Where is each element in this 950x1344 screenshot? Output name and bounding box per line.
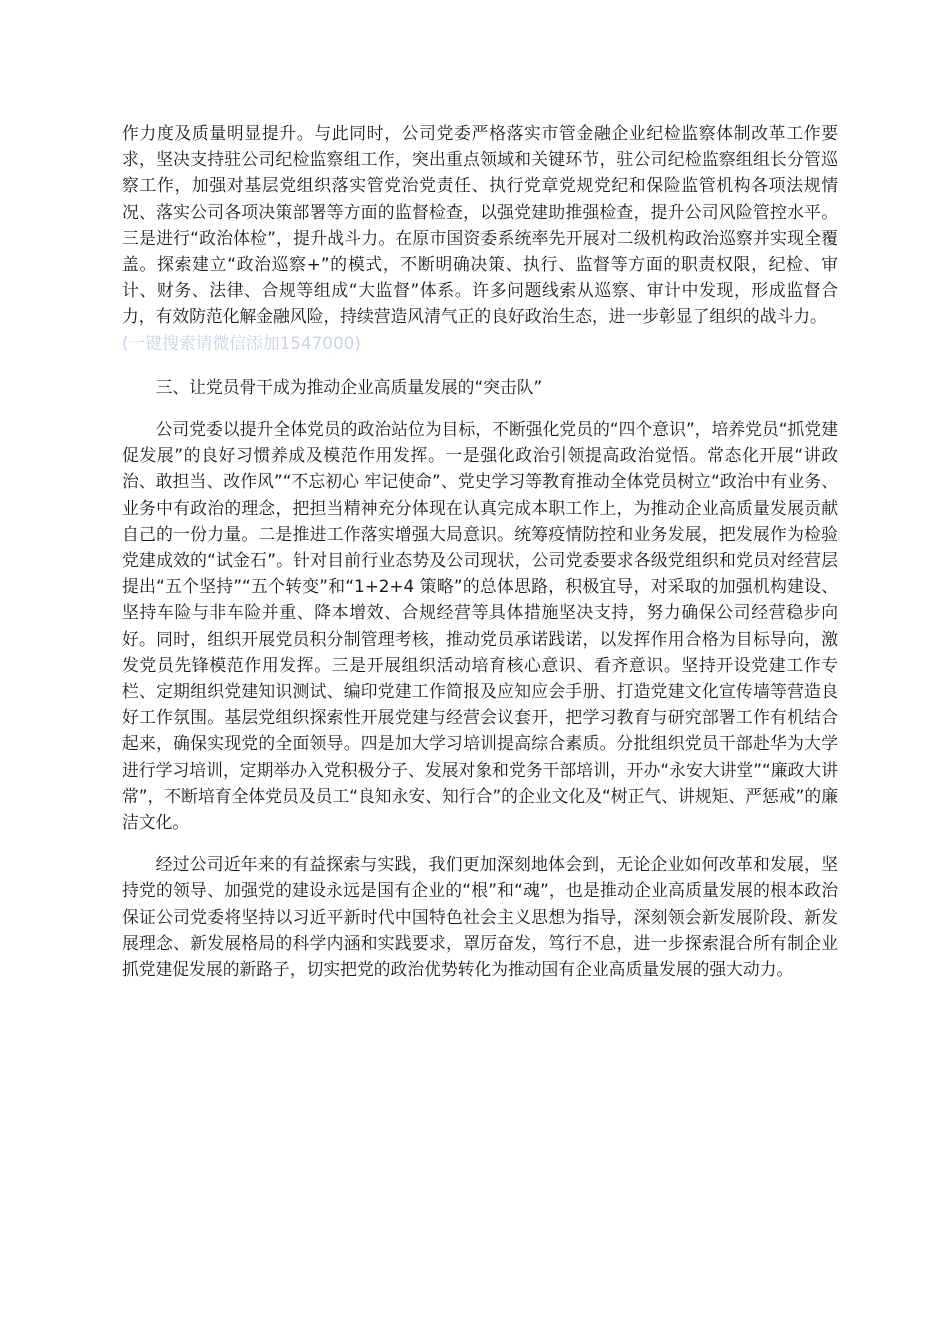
paragraph-party-members: 公司党委以提升全体党员的政治站位为目标，不断强化党员的“四个意识”，培养党员“抓党建促发展”的良好习惯养成及模范作用发挥。一是强化政治引领提高政治觉悟。常态化开展“讲政治、敢担当、改作风”“不忘初心 牢记使命”、党史学习等教育推动全体党员树立“政治中有业务、业务中有政治的理念，把担当精神充分体现在认真完成本职工作上，为推动企业高质量发展贡献自己的一份力量。二是推进工作落实增强大局意识。统筹疫情防控和业务发展，把发展作为检验党建成效的“试金石”。针对目前行业态势及公司现状，公司党委要求各级党组织和党员对经营层提出“五个坚持”“五个转变”和“1+2+4 策略”的总体思路，积极宜导，对采取的加强机构建设、坚持车险与非车险并重、降本增效、合规经营等具体措施坚决支持，努力确保公司经营稳步向好。同时，组织开展党员积分制管理考核，推动党员承诺践诺，以发挥作用合格为目标导向，激发党员先锋模范作用发挥。三是开展组织活动培育核心意识、看齐意识。坚持开设党建工作专栏、定期组织党建知识测试、编印党建工作简报及应知应会手册、打造党建文化宣传墙等营造良好工作氛围。基层党组织探索性开展党建与经营会议套开，把学习教育与研究部署工作有机结合起来，确保实现党的全面领导。四是加大学习培训提高综合素质。分批组织党员干部赴华为大学进行学习培训，定期举办入党积极分子、发展对象和党务干部培训，开办“永安大讲堂”“廉政大讲常”，不断培育全体党员及员工“良知永安、知行合”的企业文化及“树正气、讲规矩、严惩戒”的廉洁文化。 — [122, 419, 838, 833]
watermark-text: (一键搜索请微信添加1547000) — [122, 332, 361, 353]
paragraph-conclusion: 经过公司近年来的有益探索与实践，我们更加深刻地体会到，无论企业如何改革和发展，坚持党的领导、加强党的建设永远是国有企业的“根”和“魂”，也是推动企业高质量发展的根本政治保证公司党委将坚持以习近平新时代中国特色社会主义思想为指导，深刻领会新发展阶段、新发展理念、新发展格局的科学内涵和实践要求，罩厉奋发，笃行不息，进一步探索混合所有制企业抓党建促发展的新路子，切实把党的政治优势转化为推动国有企业高质量发展的强大动力。 — [122, 854, 838, 980]
section-heading: 三、让党员骨干成为推动企业高质量发展的“突击队” — [155, 376, 543, 397]
document-page — [122, 120, 838, 982]
paragraph-continuation: 作力度及质量明显提升。与此同时，公司党委严格落实市管金融企业纪检监察体制改革工作要求，坚决支持驻公司纪检监察组工作，突出重点领域和关键环节，驻公司纪检监察组组长分管巡察工作，加强对基层党组织落实管党治党责任、执行党章党规党纪和保险监管机构各项法规情况、落实公司各项决策部署等方面的监督检查，以强党建助推强检查，提升公司风险管控水平。三是进行“政治体检”，提升战斗力。在原市国资委系统率先开展对二级机构政治巡察并实现全覆盖。探索建立“政治巡察+”的模式，不断明确决策、执行、监督等方面的职责权限，纪检、审计、财务、法律、合规等组成“大监督”体系。许多问题线索从巡察、审计中发现，形成监督合力，有效防范化解金融风险，持续营造风清气正的良好政治生态，进一步彰显了组织的战斗力。 — [122, 123, 838, 327]
